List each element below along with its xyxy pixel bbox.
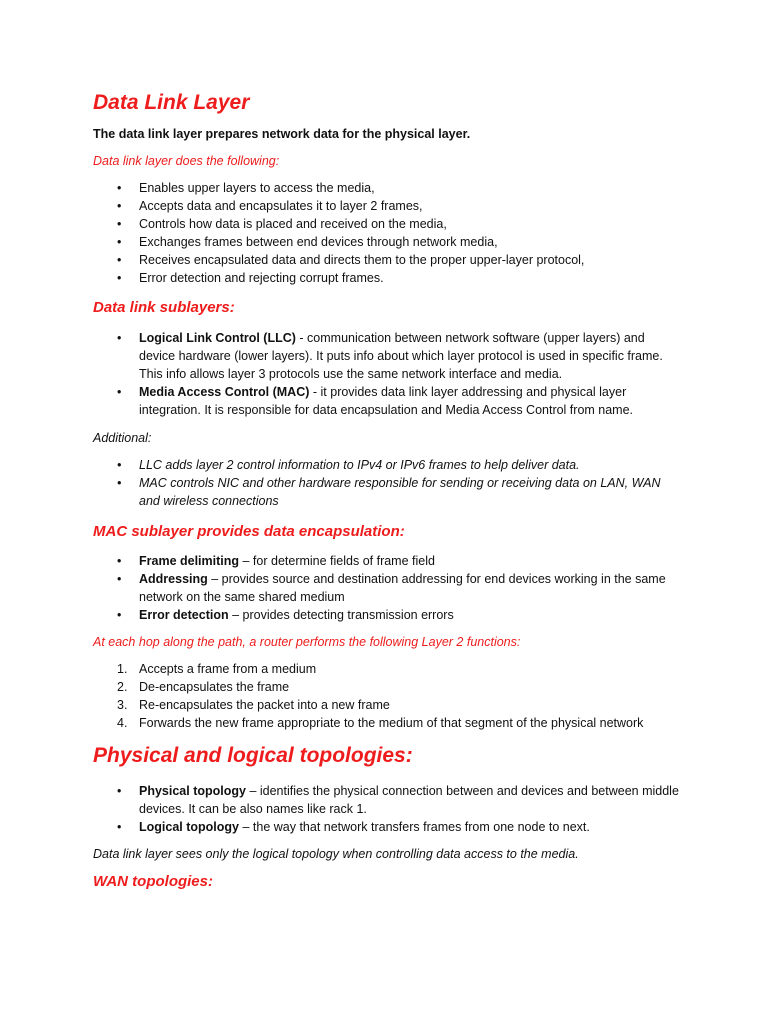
bullet-icon: • bbox=[117, 199, 122, 213]
topology-note: Data link layer sees only the logical topology when controlling data access to the media. bbox=[93, 847, 579, 861]
topology-list bbox=[93, 782, 683, 836]
list-item: • Exchanges frames between end devices through network media, bbox=[117, 235, 498, 249]
hop-list bbox=[93, 660, 683, 732]
list-item: • Enables upper layers to access the media, bbox=[117, 181, 375, 195]
list-item: • Receives encapsulated data and directs them to the proper upper-layer protocol, bbox=[117, 253, 585, 267]
document-page bbox=[93, 86, 683, 893]
hop-label: At each hop along the path, a router performs the following Layer 2 functions: bbox=[93, 635, 521, 649]
sublayers-heading: Data link sublayers: bbox=[93, 299, 235, 316]
additional-label: Additional: bbox=[93, 431, 152, 445]
term-label: Physical topology bbox=[139, 784, 246, 798]
term-label: Frame delimiting bbox=[139, 554, 240, 568]
does-label: Data link layer does the following: bbox=[93, 154, 280, 168]
bullet-icon: • bbox=[117, 271, 122, 285]
list-item: 3. Re-encapsulates the packet into a new frame bbox=[117, 698, 390, 712]
list-item: • Frame delimiting – for determine fields of frame field bbox=[117, 554, 435, 568]
mac-list bbox=[93, 552, 683, 624]
bullet-icon: • bbox=[117, 458, 122, 472]
bullet-icon: • bbox=[117, 385, 122, 399]
bullet-icon: • bbox=[117, 181, 122, 195]
list-item: • Error detection – provides detecting transmission errors bbox=[117, 608, 454, 622]
bullet-icon: • bbox=[117, 476, 122, 490]
bullet-icon: • bbox=[117, 608, 122, 622]
term-label: Media Access Control (MAC) bbox=[139, 385, 310, 399]
list-item: • Controls how data is placed and received on the media, bbox=[117, 217, 447, 231]
list-item: • Logical Link Control (LLC) - communication between network software (upper layers) and device hardware (lower layers). It puts info about which layer protocol is used in specific frame. This info allows layer 3 protocols use the same network interface and media. bbox=[117, 331, 663, 381]
list-item: • Media Access Control (MAC) - it provides data link layer addressing and physical layer integration. It is responsible for data encapsulation and Media Access Control from name. bbox=[117, 385, 634, 417]
additional-list bbox=[93, 456, 683, 510]
list-item: 1. Accepts a frame from a medium bbox=[117, 662, 317, 676]
bullet-icon: • bbox=[117, 235, 122, 249]
list-item: • Logical topology – the way that network transfers frames from one node to next. bbox=[117, 820, 590, 834]
list-item: • Error detection and rejecting corrupt frames. bbox=[117, 271, 384, 285]
list-item: • Addressing – provides source and destination addressing for end devices working in the same network on the same shared medium bbox=[117, 572, 666, 604]
list-item: • Physical topology – identifies the physical connection between and devices and between middle devices. It can be also names like rack 1. bbox=[117, 784, 679, 816]
bullet-icon: • bbox=[117, 331, 122, 345]
topologies-heading: Physical and logical topologies: bbox=[93, 744, 413, 767]
bullet-icon: • bbox=[117, 820, 122, 834]
wan-heading: WAN topologies: bbox=[93, 873, 213, 890]
intro-paragraph: The data link layer prepares network data for the physical layer. bbox=[93, 127, 471, 141]
list-item: 4. Forwards the new frame appropriate to the medium of that segment of the physical network bbox=[117, 716, 644, 730]
sublayers-list bbox=[93, 329, 683, 419]
does-list bbox=[93, 179, 683, 287]
term-label: Logical topology bbox=[139, 820, 239, 834]
bullet-icon: • bbox=[117, 784, 122, 798]
list-item: 2. De-encapsulates the frame bbox=[117, 680, 290, 694]
mac-heading: MAC sublayer provides data encapsulation: bbox=[93, 523, 405, 540]
list-item: • MAC controls NIC and other hardware responsible for sending or receiving data on LAN, WAN and wireless connections bbox=[117, 476, 661, 508]
list-item: • LLC adds layer 2 control information to IPv4 or IPv6 frames to help deliver data. bbox=[117, 458, 580, 472]
bullet-icon: • bbox=[117, 572, 122, 586]
term-label: Addressing bbox=[139, 572, 208, 586]
list-item: • Accepts data and encapsulates it to layer 2 frames, bbox=[117, 199, 423, 213]
bullet-icon: • bbox=[117, 217, 122, 231]
bullet-icon: • bbox=[117, 253, 122, 267]
term-label: Error detection bbox=[139, 608, 229, 622]
term-label: Logical Link Control (LLC) bbox=[139, 331, 296, 345]
bullet-icon: • bbox=[117, 554, 122, 568]
page-title: Data Link Layer bbox=[93, 91, 250, 114]
